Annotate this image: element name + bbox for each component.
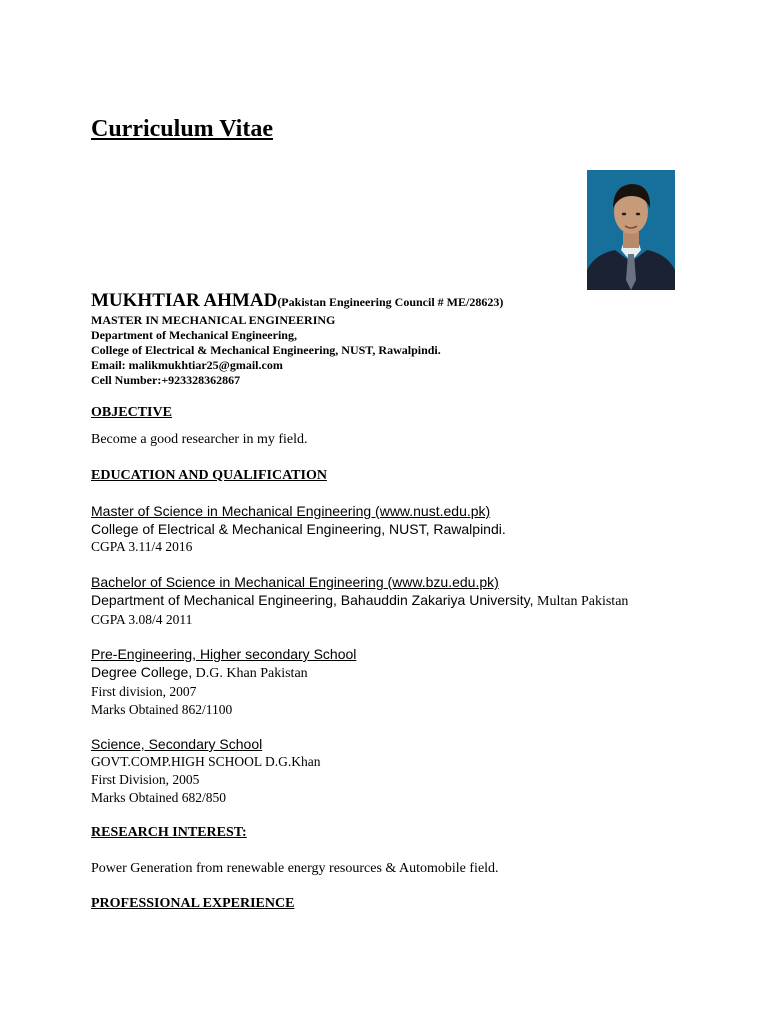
masters-degree: Master of Science in Mechanical Engineering (www.nust.edu.pk)	[91, 503, 491, 519]
department: Department of Mechanical Engineering,	[91, 328, 297, 342]
pre-engineering-location: D.G. Khan Pakistan	[192, 666, 308, 681]
document-title: Curriculum Vitae	[91, 116, 273, 142]
masters-cgpa: CGPA 3.11/4 2016	[91, 539, 193, 554]
pre-engineering-division: First division, 2007	[91, 684, 197, 699]
objective-text: Become a good researcher in my field.	[91, 432, 308, 447]
science-marks: Marks Obtained 682/850	[91, 790, 226, 805]
contact-info	[91, 313, 441, 388]
bachelors-degree: Bachelor of Science in Mechanical Engineering (www.bzu.edu.pk)	[91, 574, 499, 590]
masters-entry	[91, 502, 506, 556]
education-heading: EDUCATION AND QUALIFICATION	[91, 468, 327, 483]
candidate-name: MUKHTIAR AHMAD	[91, 290, 278, 311]
college: College of Electrical & Mechanical Engineering, NUST, Rawalpindi.	[91, 343, 441, 357]
research-heading: RESEARCH INTEREST:	[91, 825, 247, 840]
science-institute: GOVT.COMP.HIGH SCHOOL D.G.Khan	[91, 754, 321, 769]
council-registration: (Pakistan Engineering Council # ME/28623)	[277, 295, 504, 309]
masters-institute: College of Electrical & Mechanical Engineering, NUST, Rawalpindi.	[91, 521, 506, 537]
profile-photo	[587, 170, 675, 290]
experience-heading: PROFESSIONAL EXPERIENCE	[91, 896, 295, 911]
science-degree: Science, Secondary School	[91, 736, 263, 752]
science-entry	[91, 735, 321, 807]
objective-heading: OBJECTIVE	[91, 405, 172, 420]
email: Email: malikmukhtiar25@gmail.com	[91, 358, 283, 372]
bachelors-entry	[91, 573, 628, 629]
cell-number: Cell Number:+923328362867	[91, 373, 241, 387]
name-line	[91, 290, 503, 312]
pre-engineering-marks: Marks Obtained 862/1100	[91, 702, 233, 717]
pre-engineering-degree: Pre-Engineering, Higher secondary School	[91, 646, 357, 662]
bachelors-location: Multan Pakistan	[533, 594, 629, 609]
bachelors-cgpa: CGPA 3.08/4 2011	[91, 612, 193, 627]
degree-title: MASTER IN MECHANICAL ENGINEERING	[91, 313, 336, 327]
bachelors-institute: Department of Mechanical Engineering, Bahauddin Zakariya University,	[91, 592, 534, 608]
pre-engineering-entry	[91, 645, 356, 719]
pre-engineering-institute: Degree College,	[91, 664, 193, 680]
research-text: Power Generation from renewable energy resources & Automobile field.	[91, 861, 499, 876]
science-division: First Division, 2005	[91, 772, 200, 787]
